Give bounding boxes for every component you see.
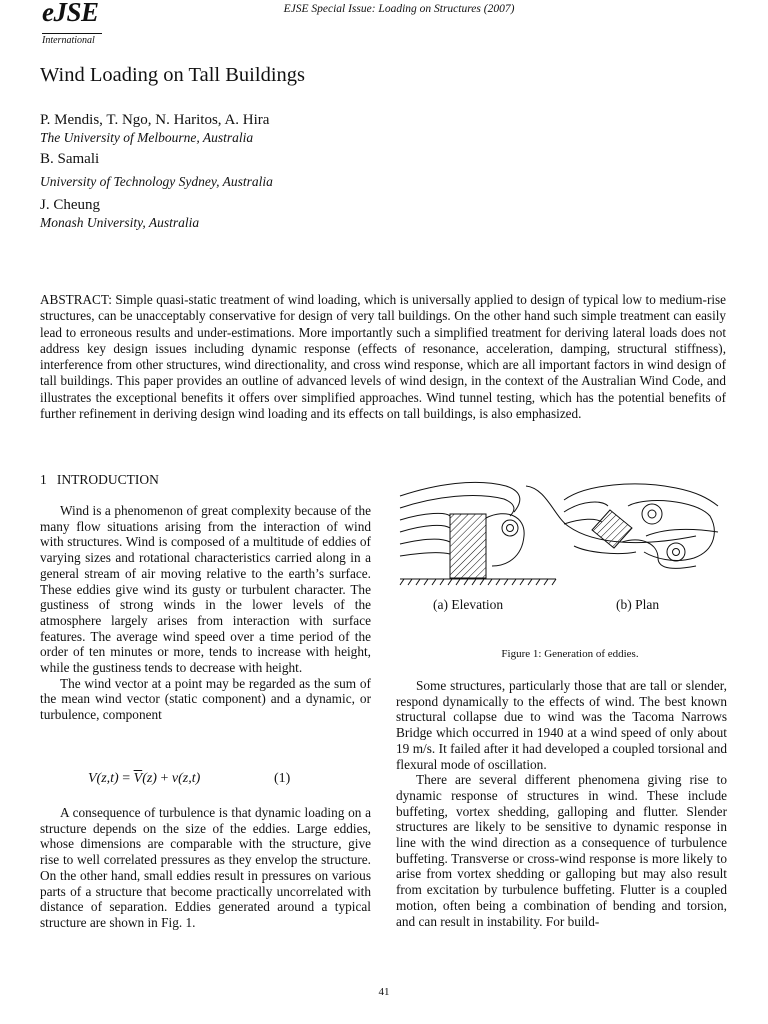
paragraph: Some structures, particularly those that are tall or slender, respond dynamically to the effects of wind. The best known structural collapse due to wind was the Tacoma Narrows Bridge which occurred in 1940 at a wind speed of only about 19 m/s. It failed after it had developed a coupled torsional and flexural mode of oscillation. xyxy=(396,678,727,772)
affiliation: University of Technology Sydney, Australia xyxy=(40,174,273,189)
affiliation: The University of Melbourne, Australia xyxy=(40,130,254,145)
flow-line xyxy=(400,553,450,556)
section-heading xyxy=(40,471,159,488)
flow-line xyxy=(564,519,602,524)
author-line: J. Cheung xyxy=(40,197,100,213)
eddy-inner xyxy=(507,525,514,532)
equation-fluctuation-term: v(z,t) xyxy=(171,771,201,786)
journal-logo-subtitle: International xyxy=(42,35,95,46)
figure-caption: Figure 1: Generation of eddies. xyxy=(501,648,639,660)
page-number: 41 xyxy=(378,986,390,998)
elevation-diagram xyxy=(400,482,718,585)
equation-number: (1) xyxy=(274,771,291,786)
left-column-block-2 xyxy=(40,805,371,931)
ground-hatch xyxy=(400,579,556,585)
flow-line xyxy=(574,546,636,554)
eddy-outer xyxy=(667,543,685,561)
equation-lhs: V(z,t) xyxy=(88,771,119,786)
equation-mean-term: $\overline{V}$ xyxy=(133,771,143,786)
subfigure-label-b: (b) Plan xyxy=(616,597,660,612)
equation-equals: = xyxy=(122,771,131,786)
author-line: P. Mendis, T. Ngo, N. Haritos, A. Hira xyxy=(40,112,270,128)
eddy-outer xyxy=(642,504,662,524)
equation-plus: + xyxy=(160,771,169,786)
running-header: EJSE Special Issue: Loading on Structures (2007) xyxy=(283,3,515,15)
eddies-figure xyxy=(396,466,728,596)
paragraph: A consequence of turbulence is that dynamic loading on a structure depends on the size of the eddies. Large eddies, whose dimensions are comparable with the structure, give rise to well correlated pressures as they envelop the structure. On the other hand, small eddies result in pressures on various parts of a structure that become practically uncorrelated with distance of separation. Eddies generated around a typical structure are shown in Fig. 1. xyxy=(40,805,371,930)
right-column xyxy=(396,678,727,929)
building-elevation xyxy=(450,514,486,578)
flow-line xyxy=(564,502,608,512)
flow-line xyxy=(646,529,718,536)
paper-title: Wind Loading on Tall Buildings xyxy=(40,64,305,86)
eddy-inner xyxy=(673,549,680,556)
paragraph: Wind is a phenomenon of great complexity because of the many flow situations arising from the interaction of wind with structures. Wind is composed of a multitude of eddies of varying sizes and rotational characteristics carried along in a general stream of air moving relative to the earth’s surface. These eddies give wind its gusty or turbulent character. The gustiness of strong winds in the lower levels of the atmosphere largely arises from interaction with surface features. The average wind speed over a time period of the order of ten minutes or more, tends to increase with height, while the gustiness tends to decrease with height. xyxy=(40,503,371,676)
author-line: B. Samali xyxy=(40,151,100,167)
paragraph: The wind vector at a point may be regarded as the sum of the mean wind vector (static component) and a dynamic, or turbulence, component xyxy=(40,675,371,723)
affiliation: Monash University, Australia xyxy=(40,215,200,230)
eddy-inner xyxy=(648,510,656,518)
journal-logo: eJSE xyxy=(42,0,99,27)
flow-line xyxy=(400,539,450,544)
abstract: ABSTRACT: Simple quasi-static treatment of wind loading, which is universally applied to design of typical low to medium-rise structures, can be unacceptably conservative for design of very tall buildings. On the other hand such simple treatment can easily lead to erroneous results and under-estimations. More importantly such a simplified treatment for deriving lateral loads does not address key design issues including dynamic response (effects of resonance, acceleration, damping, structural stiffness), interference from other structures, wind directionality, and cross wind response, which are all important factors in wind design of tall buildings. This paper provides an outline of advanced levels of wind design, in the context of the Australian Wind Code, and illustrates the exceptional benefits it offers over simplified approaches. Wind tunnel testing, which has the potential benefits of further refinement in deriving design wind loading and its effects on tall buildings, is also emphasized. xyxy=(40,292,726,422)
flow-line xyxy=(400,513,450,520)
subfigure-label-a: (a) Elevation xyxy=(433,597,504,612)
logo-rule xyxy=(42,33,102,34)
section-number: 1 xyxy=(40,472,47,487)
left-column-block-1 xyxy=(40,503,371,723)
flow-line xyxy=(400,525,450,532)
equation-mean-arg: (z) xyxy=(142,771,157,786)
eddy-outer xyxy=(502,520,518,536)
flow-line xyxy=(400,496,514,516)
plan-diagram xyxy=(564,484,718,568)
paragraph: There are several different phenomena giving rise to dynamic response of structures in wind. These include buffeting, vortex shedding, galloping and flutter. Slender structures are likely to be sensitive to dynamic response in line with the wind direction as a consequence of turbulence buffeting. Transverse or cross-wind response is more likely to arise from vortex shedding or galloping but may also result from excitation by turbulence buffeting. Flutter is a coupled motion, often being a combination of bending and torsion, and can result in instability. For build- xyxy=(396,772,727,929)
flow-line xyxy=(400,482,520,512)
section-title: INTRODUCTION xyxy=(56,472,159,487)
equation-1 xyxy=(88,769,358,789)
